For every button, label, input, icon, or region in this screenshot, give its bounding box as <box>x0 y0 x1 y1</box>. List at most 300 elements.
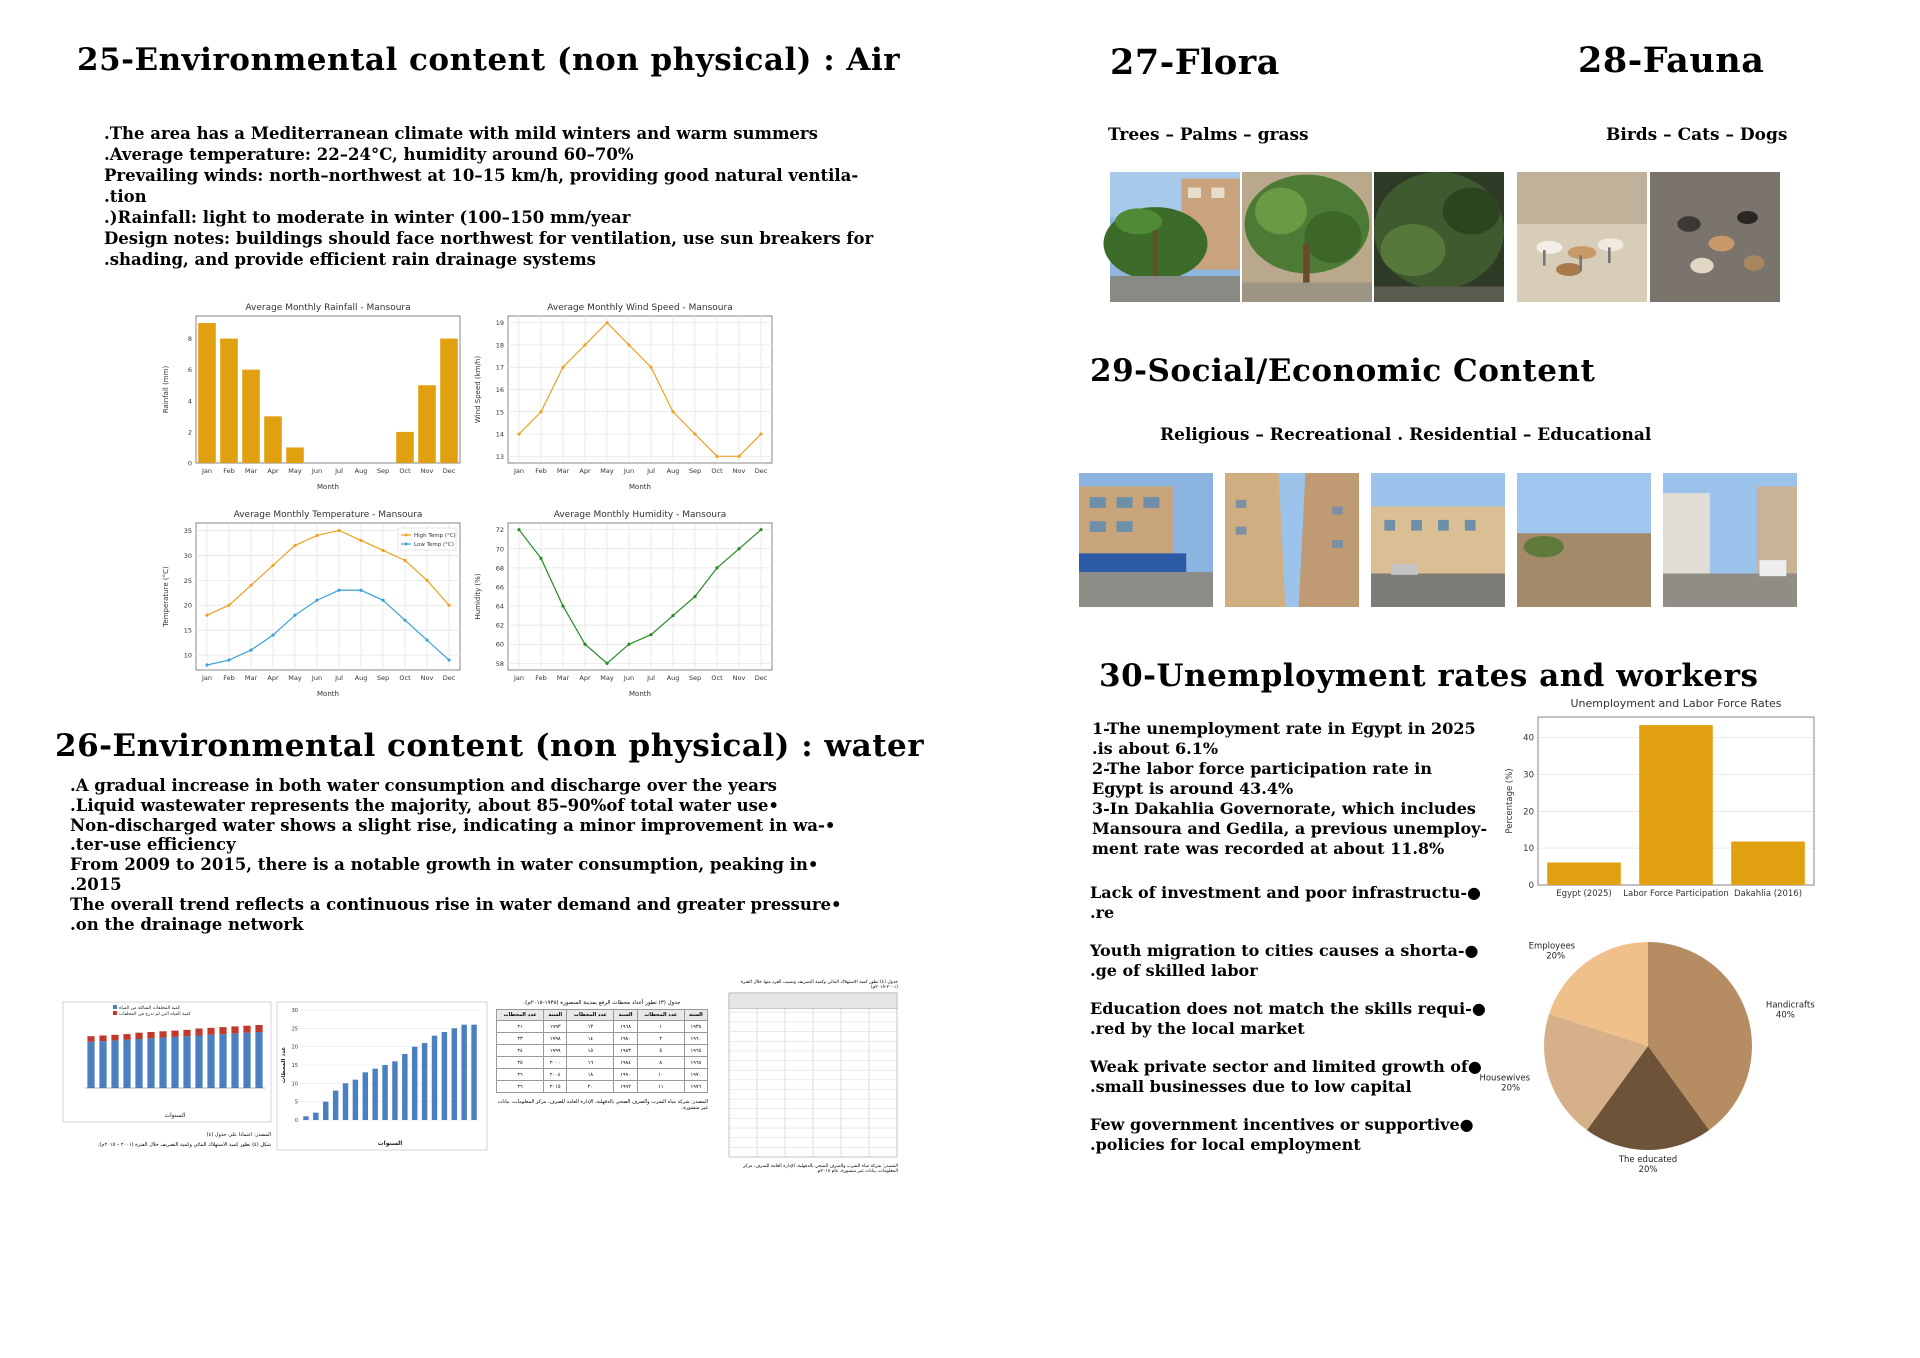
wind-chart <box>470 298 780 493</box>
air-paragraph <box>104 123 873 270</box>
consumption-table <box>728 992 898 1158</box>
bar <box>363 1072 368 1120</box>
data-point <box>271 564 274 567</box>
pie-value-label: 40% <box>1775 1010 1795 1021</box>
cause-line: .ge of skilled labor <box>1090 961 1258 980</box>
y-tick-label: 10 <box>1523 844 1534 855</box>
x-tick-label: Dec <box>442 467 456 475</box>
y-axis-label: Rainfall (mm) <box>162 365 170 414</box>
bar-segment <box>255 1025 262 1032</box>
pie-value-label: 20% <box>1638 1165 1658 1175</box>
water-consumption-caption <box>63 1132 271 1148</box>
legend-swatch <box>113 1005 117 1009</box>
cause-line: Weak private sector and limited growth of● <box>1090 1057 1482 1076</box>
data-point <box>205 614 208 617</box>
stations-table-header <box>497 1010 708 1021</box>
pie-label: Housewives <box>1479 1073 1531 1084</box>
table-cell: ٢ <box>637 1033 684 1045</box>
table-cell: ١٤ <box>567 1033 614 1045</box>
y-tick-label: 15 <box>495 408 504 417</box>
bar <box>198 323 216 463</box>
water-line: From 2009 to 2015, there is a notable growth in water consumption, peaking in• <box>70 855 819 875</box>
x-tick-label: May <box>288 674 302 682</box>
x-tick-label: Jun <box>623 674 635 682</box>
x-tick-label: Jan <box>201 674 213 682</box>
bar-segment <box>219 1027 226 1034</box>
bar-segment <box>195 1036 202 1089</box>
social-heading: 29-Social/Economic Content <box>1090 353 1596 389</box>
x-tick-label: Aug <box>354 674 368 682</box>
data-point <box>227 658 230 661</box>
consumption-table-figure <box>728 980 898 1174</box>
air-line: Prevailing winds: north–northwest at 10–15 km/h, providing good natural ventila- <box>104 166 859 185</box>
bar <box>343 1083 348 1120</box>
consumption-table-source: المصدر: شركة مياه الشرب والصرف الصحي بالدقهلية، الإدارة العامة للصرف، مركز المعلومات، بيانات غير منشورة، عام ٢٠١٥م. <box>743 1164 898 1174</box>
data-point <box>205 663 208 666</box>
x-tick-label: Aug <box>666 674 680 682</box>
x-tick-label: Nov <box>732 467 746 475</box>
bar-segment <box>231 1026 238 1033</box>
data-point <box>447 658 450 661</box>
social-photo-residential <box>1371 473 1505 607</box>
bar <box>1731 842 1805 885</box>
legend-label: كمية المياه التي لم تدرج في المخلفات <box>119 1012 191 1017</box>
x-tick-label: Dec <box>442 674 456 682</box>
table-cell: ٢١ <box>497 1021 544 1033</box>
table-cell: ١٠ <box>637 1069 684 1081</box>
stations-table-source: المصدر: شركة مياه الشرب والصرف الصحي بالدقهلية، الإدارة العامة للصرف، مركز المعلومات، بيانات غير منشورة. <box>497 1099 708 1111</box>
bar <box>1639 725 1713 885</box>
data-point <box>293 544 296 547</box>
data-point <box>539 557 542 560</box>
y-tick-label: 6 <box>187 366 192 375</box>
x-tick-label: Jul <box>335 674 343 682</box>
y-tick-label: 5 <box>294 1099 298 1106</box>
y-tick-label: 20 <box>291 1044 298 1051</box>
data-point <box>249 648 252 651</box>
pie-label: Employees <box>1528 941 1576 952</box>
table-cell: ١٩٩٨ <box>544 1033 567 1045</box>
table-cell: ١٩٩٠ <box>614 1069 637 1081</box>
x-tick-label: Dec <box>754 467 768 475</box>
data-point <box>359 539 362 542</box>
unemployment-line: .is about 6.1% <box>1092 739 1219 758</box>
flora-subtitle: Trees – Palms – grass <box>1108 125 1309 145</box>
unemployment-paragraph <box>1092 719 1487 859</box>
social-photo-street <box>1663 473 1797 607</box>
bar-segment <box>147 1032 154 1038</box>
x-tick-label: Apr <box>579 674 591 682</box>
table-cell: ١٩٦٠ <box>684 1033 707 1045</box>
table-cell: ٢٠ <box>567 1081 614 1093</box>
table-cell: ١٥ <box>567 1045 614 1057</box>
x-tick-label: Mar <box>244 674 258 682</box>
x-tick-label: Jul <box>647 467 655 475</box>
series-line <box>519 530 761 664</box>
cause-line: .policies for local employment <box>1090 1135 1361 1154</box>
data-point <box>671 614 674 617</box>
data-point <box>649 633 652 636</box>
x-tick-label: Labor Force Participation <box>1623 889 1729 899</box>
bar-segment <box>243 1033 250 1088</box>
y-tick-label: 14 <box>495 430 504 439</box>
bar-segment <box>99 1041 106 1088</box>
data-point <box>425 579 428 582</box>
y-axis-label: Percentage (%) <box>1505 768 1515 834</box>
data-point <box>381 599 384 602</box>
table-cell: ١٨ <box>567 1069 614 1081</box>
water-line: .Liquid wastewater represents the majority, about 85–90%of total water use• <box>70 795 779 815</box>
table-cell: ١٩٨٤ <box>614 1057 637 1069</box>
x-tick-label: Nov <box>420 674 434 682</box>
data-point <box>249 584 252 587</box>
table-header-cell: السنة <box>544 1010 567 1021</box>
bar-segment <box>123 1040 130 1088</box>
bar-segment <box>171 1031 178 1037</box>
table-cell: ٢٤ <box>497 1045 544 1057</box>
water-consumption-figure <box>63 1002 271 1152</box>
y-tick-label: 66 <box>495 583 504 592</box>
bar <box>442 1032 447 1120</box>
x-tick-label: Jan <box>201 467 213 475</box>
bar-segment <box>255 1032 262 1088</box>
bar <box>372 1069 377 1120</box>
x-tick-label: Jun <box>311 674 323 682</box>
chart-title: Unemployment and Labor Force Rates <box>1570 697 1782 710</box>
fauna-subtitle: Birds – Cats – Dogs <box>1606 125 1788 145</box>
humidity-chart <box>470 505 780 700</box>
series-line <box>207 590 449 665</box>
x-axis-label: Month <box>317 483 339 491</box>
x-tick-label: Aug <box>354 467 368 475</box>
water-line: .on the drainage network <box>70 914 304 934</box>
data-point <box>561 366 564 369</box>
bar-segment <box>123 1034 130 1040</box>
data-point <box>627 343 630 346</box>
y-tick-label: 30 <box>291 1008 298 1014</box>
flora-photo-trees <box>1242 172 1372 302</box>
caption-line: المصدر: اعتمادا على جدول (٤) <box>206 1132 271 1138</box>
x-tick-label: Jan <box>513 467 525 475</box>
pie-value-label: 20% <box>1501 1083 1521 1094</box>
bar <box>264 416 282 463</box>
x-tick-label: Mar <box>244 467 258 475</box>
cause-line: .re <box>1090 903 1115 922</box>
y-tick-label: 0 <box>187 459 192 468</box>
water-line: The overall trend reflects a continuous rise in water demand and greater pressure• <box>70 894 842 914</box>
y-tick-label: 40 <box>1523 733 1534 744</box>
bar <box>1547 863 1621 885</box>
bar-segment <box>111 1035 118 1041</box>
y-tick-label: 30 <box>1523 770 1534 781</box>
data-point <box>315 534 318 537</box>
unemployment-line: 2-The labor force participation rate in <box>1092 759 1433 778</box>
water-line: .ter-use efficiency <box>70 835 236 855</box>
bar-segment <box>87 1042 94 1088</box>
x-tick-label: Mar <box>556 467 570 475</box>
table-cell: ٨ <box>637 1057 684 1069</box>
table-cell: ١٩٦٨ <box>614 1021 637 1033</box>
table-cell: ١٩٨٣ <box>614 1045 637 1057</box>
y-tick-label: 0 <box>294 1118 298 1124</box>
bar-segment <box>219 1034 226 1088</box>
bar-segment <box>159 1038 166 1088</box>
bar-segment <box>231 1033 238 1088</box>
x-axis-label: السنوات <box>377 1140 403 1147</box>
y-tick-label: 18 <box>495 341 504 350</box>
bar <box>461 1025 466 1120</box>
bar-segment <box>111 1040 118 1088</box>
y-tick-label: 4 <box>187 397 192 406</box>
x-tick-label: Apr <box>267 467 279 475</box>
table-cell: ١٦ <box>567 1057 614 1069</box>
y-tick-label: 64 <box>495 602 504 611</box>
air-line: .)Rainfall: light to moderate in winter (100–150 mm/year <box>104 208 631 227</box>
x-tick-label: Jul <box>647 674 655 682</box>
x-tick-label: Nov <box>732 674 746 682</box>
table-cell: ٢٠٠٤ <box>544 1069 567 1081</box>
data-point <box>715 566 718 569</box>
table-header-cell: السنة <box>614 1010 637 1021</box>
flora-photo-grass <box>1374 172 1504 302</box>
data-point <box>315 599 318 602</box>
unemployment-heading: 30-Unemployment rates and workers <box>1099 658 1759 694</box>
social-photo-religious <box>1079 473 1213 607</box>
table-cell: ٥ <box>637 1045 684 1057</box>
cause-item <box>1090 1115 1486 1155</box>
table-cell: ٢٦ <box>497 1081 544 1093</box>
table-header-band <box>729 993 897 1008</box>
y-axis-label: Temperature (°C) <box>162 566 170 627</box>
data-point <box>627 643 630 646</box>
social-photo-recreational <box>1225 473 1359 607</box>
water-line: .A gradual increase in both water consumption and discharge over the years <box>70 776 777 795</box>
table-row <box>497 1045 708 1057</box>
flora-photo-palms <box>1110 172 1240 302</box>
legend-marker <box>405 543 408 546</box>
data-point <box>359 589 362 592</box>
data-point <box>381 549 384 552</box>
x-tick-label: May <box>600 467 614 475</box>
data-point <box>517 432 520 435</box>
data-point <box>403 619 406 622</box>
x-tick-label: Jun <box>623 467 635 475</box>
bar <box>412 1047 417 1120</box>
table-header-cell: عدد المحطات <box>497 1010 544 1021</box>
data-point <box>737 455 740 458</box>
y-tick-label: 16 <box>495 386 504 394</box>
unemployment-line: ment rate was recorded at about 11.8% <box>1092 839 1445 858</box>
cause-item <box>1090 999 1486 1039</box>
y-tick-label: 60 <box>495 640 504 649</box>
rainfall-chart <box>158 298 468 493</box>
x-tick-label: Jan <box>513 674 525 682</box>
cause-line: .red by the local market <box>1090 1019 1305 1038</box>
bar <box>333 1091 338 1120</box>
cause-line: Youth migration to cities causes a shorta-● <box>1090 941 1479 960</box>
data-point <box>293 614 296 617</box>
y-tick-label: 58 <box>495 659 504 668</box>
x-axis-label: Month <box>317 690 339 698</box>
table-cell: ١٣ <box>567 1021 614 1033</box>
pie-label: Handicrafts <box>1765 1000 1815 1011</box>
fauna-photo-dogs <box>1517 172 1647 302</box>
y-tick-label: 30 <box>183 551 192 560</box>
bar <box>392 1061 397 1120</box>
table-row <box>497 1069 708 1081</box>
data-point <box>337 589 340 592</box>
data-point <box>271 634 274 637</box>
y-tick-label: 68 <box>495 564 504 573</box>
data-point <box>227 604 230 607</box>
bar <box>402 1054 407 1120</box>
bar-segment <box>207 1028 214 1035</box>
consumption-table-title: جدول (٤) تطور كمية الاستهلاك المائي وكمية التصريف ونصيب الفرد منها خلال الفترة (٢٠٠١-٢٠١٥م) <box>740 980 898 990</box>
bar <box>422 1043 427 1120</box>
y-tick-label: 17 <box>495 363 504 372</box>
data-point <box>715 455 718 458</box>
stations-table-figure <box>496 1000 708 1111</box>
cause-line: Lack of investment and poor infrastructu-● <box>1090 883 1481 902</box>
table-cell: ٢٣ <box>497 1033 544 1045</box>
bar <box>286 447 304 463</box>
cause-line: .small businesses due to low capital <box>1090 1077 1412 1096</box>
x-tick-label: May <box>288 467 302 475</box>
air-line: .Average temperature: 22–24°C, humidity around 60–70% <box>104 145 634 164</box>
x-tick-label: Dakahlia (2016) <box>1733 889 1803 899</box>
x-tick-label: Aug <box>666 467 680 475</box>
unemployment-line: Mansoura and Gedila, a previous unemploy- <box>1092 819 1488 838</box>
y-tick-label: 20 <box>1523 807 1534 818</box>
fauna-heading: 28-Fauna <box>1578 40 1765 81</box>
water-line: .2015 <box>70 874 122 894</box>
chart-title: Average Monthly Rainfall - Mansoura <box>245 303 411 313</box>
air-line: .tion <box>104 187 147 206</box>
legend-swatch <box>113 1011 117 1015</box>
y-tick-label: 8 <box>187 335 192 344</box>
flora-heading: 27-Flora <box>1110 42 1280 83</box>
x-tick-label: Oct <box>711 674 723 682</box>
table-row <box>497 1081 708 1093</box>
bar-segment <box>243 1026 250 1033</box>
bar <box>396 432 414 463</box>
data-point <box>671 410 674 413</box>
x-tick-label: Jun <box>311 467 323 475</box>
data-point <box>539 410 542 413</box>
table-cell: ١٩٧٦ <box>684 1081 707 1093</box>
air-heading: 25-Environmental content (non physical) : Air <box>77 42 901 78</box>
x-tick-label: Sep <box>376 674 390 682</box>
caption-line: شكل (٤) تطور كمية الاستهلاك المائي وكمية التصريف خلال الفترة (٢٠٠١ – ٢٠١٥م). <box>97 1142 271 1148</box>
y-tick-label: 72 <box>495 526 504 535</box>
bar-segment <box>87 1036 94 1042</box>
y-tick-label: 62 <box>495 621 504 630</box>
x-tick-label: Sep <box>688 467 702 475</box>
y-tick-label: 15 <box>291 1063 298 1069</box>
x-tick-label: Oct <box>711 467 723 475</box>
air-line: Design notes: buildings should face northwest for ventilation, use sun breakers for <box>104 229 874 248</box>
fauna-photo-cats <box>1650 172 1780 302</box>
legend-marker <box>405 534 408 537</box>
x-tick-label: Nov <box>420 467 434 475</box>
table-header-cell: عدد المحطات <box>637 1010 684 1021</box>
x-tick-label: Sep <box>376 467 390 475</box>
x-tick-label: Dec <box>754 674 768 682</box>
table-row <box>497 1033 708 1045</box>
social-subtitle: Religious – Recreational . Residential – Educational <box>1160 425 1652 445</box>
bar <box>418 385 436 463</box>
bar-segment <box>147 1038 154 1088</box>
x-tick-label: Oct <box>399 467 411 475</box>
bar <box>432 1036 437 1120</box>
x-tick-label: Feb <box>535 674 547 682</box>
x-tick-label: Feb <box>223 674 235 682</box>
unemployment-line: 3-In Dakahlia Governorate, which includes <box>1092 799 1476 818</box>
table-header-cell: السنة <box>684 1010 707 1021</box>
x-tick-label: Sep <box>688 674 702 682</box>
bar <box>452 1028 457 1120</box>
table-cell: ٢٠١٥ <box>544 1081 567 1093</box>
y-tick-label: 20 <box>183 601 192 610</box>
chart-title: Average Monthly Humidity - Mansoura <box>553 510 727 520</box>
data-point <box>605 662 608 665</box>
table-header-cell: عدد المحطات <box>567 1010 614 1021</box>
bar-segment <box>99 1036 106 1042</box>
plot-frame <box>508 523 772 670</box>
table-row <box>497 1021 708 1033</box>
table-cell: ١٩٦٨ <box>684 1057 707 1069</box>
data-point <box>337 529 340 532</box>
y-tick-label: 70 <box>495 545 504 554</box>
y-tick-label: 15 <box>183 626 192 635</box>
y-axis-label: Wind Speed (km/h) <box>474 355 482 424</box>
cause-item <box>1090 941 1486 981</box>
data-point <box>517 528 520 531</box>
cause-item <box>1090 883 1486 923</box>
unemployment-line: Egypt is around 43.4% <box>1092 779 1294 798</box>
y-tick-label: 2 <box>187 428 192 437</box>
stations-table <box>496 1009 708 1093</box>
bar-segment <box>183 1030 190 1036</box>
pie-value-label: 20% <box>1546 951 1566 962</box>
bar <box>313 1113 318 1120</box>
bar-segment <box>135 1039 142 1088</box>
data-point <box>403 559 406 562</box>
bar-segment <box>207 1035 214 1088</box>
pump-stations-chart <box>277 1002 487 1150</box>
x-tick-label: Feb <box>535 467 547 475</box>
data-point <box>693 432 696 435</box>
legend-label: كمية المخلفات السائلة من المياه <box>119 1006 181 1011</box>
table-cell: ٢٦ <box>497 1069 544 1081</box>
legend-label: High Temp (°C) <box>414 533 456 539</box>
water-heading: 26-Environmental content (non physical) : water <box>55 728 925 764</box>
table-cell: ١١ <box>637 1081 684 1093</box>
bar <box>440 339 458 463</box>
data-point <box>605 321 608 324</box>
table-cell: ١٩٦٥ <box>684 1045 707 1057</box>
water-paragraph <box>70 776 842 934</box>
chart-title: Average Monthly Temperature - Mansoura <box>233 510 423 520</box>
data-point <box>693 595 696 598</box>
table-cell: ١٩٧٠ <box>684 1069 707 1081</box>
bar <box>303 1116 308 1120</box>
table-cell: ١٩٩٩ <box>544 1045 567 1057</box>
x-axis-label: Month <box>629 483 651 491</box>
social-photo-educational <box>1517 473 1651 607</box>
data-point <box>447 604 450 607</box>
data-point <box>583 343 586 346</box>
